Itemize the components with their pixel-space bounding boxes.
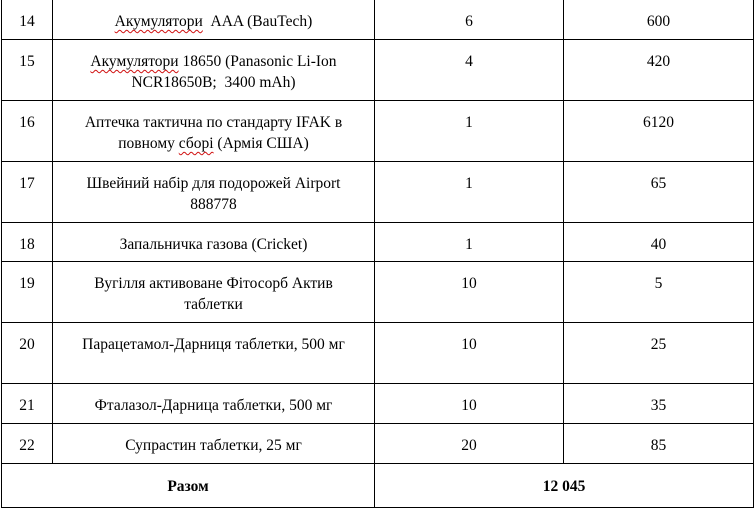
table-row xyxy=(2,223,754,262)
item-name: Парацетамол-Дарниця таблетки, 500 мг xyxy=(53,323,375,384)
row-number: 14 xyxy=(2,0,53,40)
item-name-text: AAA (BauTech) xyxy=(202,13,313,30)
item-quantity: 1 xyxy=(375,101,564,162)
total-row xyxy=(2,464,754,508)
table-row xyxy=(2,323,754,384)
row-number: 21 xyxy=(2,384,53,424)
item-name: Вугілля активоване Фітосорб Актив таблетки xyxy=(53,262,375,323)
row-number: 20 xyxy=(2,323,53,384)
item-price: 6120 xyxy=(564,101,754,162)
item-quantity: 1 xyxy=(375,223,564,262)
table-row xyxy=(2,101,754,162)
item-price: 40 xyxy=(564,223,754,262)
item-quantity: 6 xyxy=(375,0,564,40)
total-value: 12 045 xyxy=(375,464,754,508)
item-price: 85 xyxy=(564,424,754,464)
item-quantity: 10 xyxy=(375,323,564,384)
item-price: 420 xyxy=(564,40,754,101)
item-quantity: 20 xyxy=(375,424,564,464)
table-row xyxy=(2,0,754,40)
row-number: 16 xyxy=(2,101,53,162)
item-quantity: 10 xyxy=(375,384,564,424)
item-name-text: Аптечка тактична по стандарту IFAK в повному xyxy=(84,114,343,152)
item-name: Фталазол-Дарница таблетки, 500 мг xyxy=(53,384,375,424)
row-number: 19 xyxy=(2,262,53,323)
item-name: Швейний набір для подорожей Airport 888778 xyxy=(53,162,375,223)
row-number: 15 xyxy=(2,40,53,101)
item-name xyxy=(53,40,375,101)
total-label: Разом xyxy=(2,464,375,508)
item-price: 35 xyxy=(564,384,754,424)
item-quantity: 10 xyxy=(375,262,564,323)
table-row xyxy=(2,424,754,464)
item-quantity: 4 xyxy=(375,40,564,101)
item-name xyxy=(53,101,375,162)
spellcheck-word: Акумулятори xyxy=(114,13,203,30)
item-price: 65 xyxy=(564,162,754,223)
item-price: 600 xyxy=(564,0,754,40)
items-table xyxy=(1,0,754,508)
spellcheck-word: Акумулятори xyxy=(90,53,179,70)
row-number: 18 xyxy=(2,223,53,262)
row-number: 22 xyxy=(2,424,53,464)
table-row xyxy=(2,40,754,101)
spellcheck-word: сборі xyxy=(178,135,214,152)
item-name: Запальничка газова (Cricket) xyxy=(53,223,375,262)
table-row xyxy=(2,384,754,424)
item-price: 5 xyxy=(564,262,754,323)
item-name xyxy=(53,0,375,40)
item-name: Супрастин таблетки, 25 мг xyxy=(53,424,375,464)
row-number: 17 xyxy=(2,162,53,223)
table-row xyxy=(2,162,754,223)
table-row xyxy=(2,262,754,323)
item-name-text: (Армія США) xyxy=(213,135,309,152)
item-price: 25 xyxy=(564,323,754,384)
item-quantity: 1 xyxy=(375,162,564,223)
item-name-text: 18650 (Panasonic Li-Ion NCR18650B; 3400 mAh) xyxy=(131,53,341,91)
